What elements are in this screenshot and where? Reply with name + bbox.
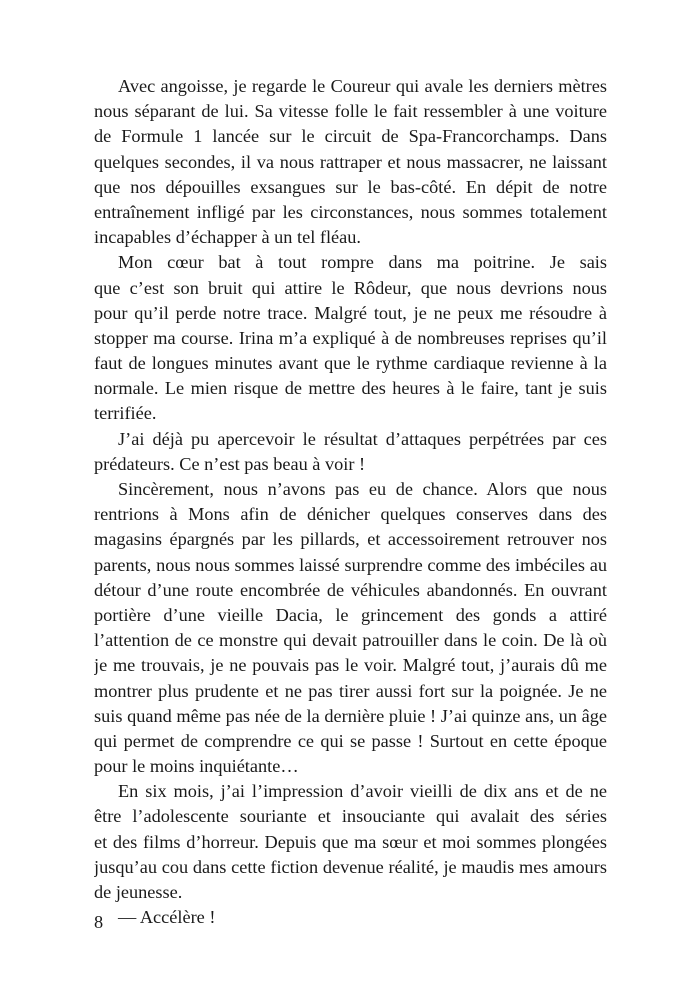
text-line: et des films d’horreur. Depuis que ma sœur et moi sommes plongées — [94, 831, 607, 852]
text-line: entraînement infligé par les circonstances, nous sommes totalement — [94, 201, 607, 222]
text-line: l’attention de ce monstre qui devait patrouiller dans le coin. De là où — [94, 630, 607, 651]
paragraph — [94, 250, 607, 426]
paragraph — [94, 779, 607, 905]
text-line: stopper ma course. Irina m’a expliqué à de nombreuses reprises qu’il — [94, 327, 607, 348]
text-line: suis quand même pas née de la dernière pluie ! J’ai quinze ans, un âge — [94, 705, 607, 726]
text-line: montrer plus prudente et ne pas tirer aussi fort sur la poignée. Je ne — [94, 680, 607, 701]
paragraph — [94, 74, 607, 250]
text-line: Sincèrement, nous n’avons pas eu de chance. Alors que nous — [118, 479, 607, 499]
text-line: être l’adolescente souriante et insouciante qui avalait des séries — [94, 806, 607, 827]
text-line: Mon cœur bat à tout rompre dans ma poitrine. Je sais — [118, 252, 607, 273]
text-line: prédateurs. Ce n’est pas beau à voir ! — [94, 453, 366, 474]
page-number: 8 — [94, 912, 104, 932]
text-line: rentrions à Mons afin de dénicher quelques conserves dans des — [94, 504, 607, 525]
paragraph — [94, 477, 607, 779]
text-line: faut de longues minutes avant que le rythme cardiaque revienne à la — [94, 353, 607, 374]
text-line: que nos dépouilles exsangues sur le bas-côté. En dépit de notre — [94, 176, 607, 197]
text-line: En six mois, j’ai l’impression d’avoir vieilli de dix ans et de ne — [118, 781, 607, 802]
text-line: de jeunesse. — [94, 882, 183, 902]
text-line: nous séparant de lui. Sa vitesse folle le fait ressembler à une voiture — [94, 101, 607, 122]
text-line: qui permet de comprendre ce qui se passe ! Surtout en cette époque — [94, 730, 607, 751]
text-line: que c’est son bruit qui attire le Rôdeur, que nous devrions nous — [94, 277, 607, 298]
text-line: portière d’une vieille Dacia, le grincement des gonds a attiré — [94, 604, 607, 625]
text-line: magasins épargnés par les pillards, et accessoirement retrouver nos — [94, 529, 607, 550]
text-line: — Accélère ! — [118, 907, 216, 928]
paragraph — [94, 427, 607, 477]
text-line: normale. Le mien risque de mettre des heures à le faire, tant je suis — [94, 378, 607, 399]
page-body-text — [94, 74, 607, 930]
text-line: quelques secondes, il va nous rattraper et nous massacrer, ne laissant — [94, 151, 607, 172]
text-line: détour d’une route encombrée de véhicules abandonnés. En ouvrant — [94, 579, 607, 600]
text-line: pour le moins inquiétante… — [94, 756, 299, 777]
text-line: J’ai déjà pu apercevoir le résultat d’attaques perpétrées par ces — [118, 428, 607, 449]
text-line: pour qu’il perde notre trace. Malgré tout, je ne peux me résoudre à — [94, 302, 607, 323]
paragraph — [94, 905, 607, 930]
text-line: de Formule 1 lancée sur le circuit de Spa-Francorchamps. Dans — [94, 126, 607, 147]
text-line: Avec angoisse, je regarde le Coureur qui avale les derniers mètres — [118, 76, 607, 96]
text-line: terrifiée. — [94, 403, 157, 424]
text-line: jusqu’au cou dans cette fiction devenue réalité, je maudis mes amours — [94, 856, 607, 877]
text-line: parents, nous nous sommes laissé surprendre comme des imbéciles au — [94, 554, 607, 575]
text-line: je me trouvais, je ne pouvais pas le voir. Malgré tout, j’aurais dû me — [94, 655, 607, 676]
text-line: incapables d’échapper à un tel fléau. — [94, 227, 361, 248]
